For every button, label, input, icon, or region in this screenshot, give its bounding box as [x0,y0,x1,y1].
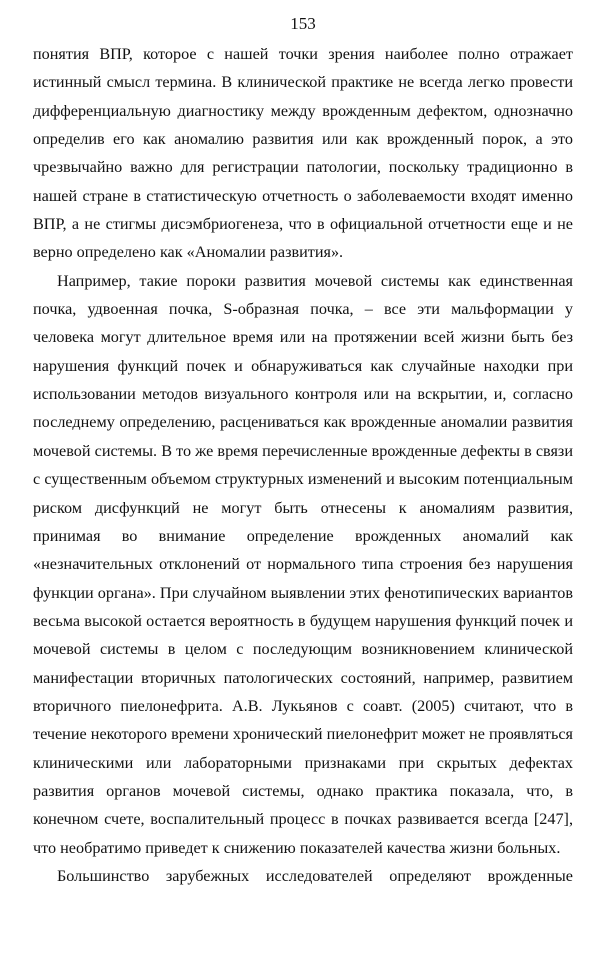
text-line: почка, удвоенная почка, S-образная почка, – все эти мальформации у [33,300,573,319]
text-line: Большинство зарубежных исследователей определяют врожденные [57,866,573,885]
body-text [33,40,573,890]
text-line: последнему определению, расцениваться как врожденные аномалии развития [33,413,573,432]
text-line: человека могут длительное время или на протяжении всей жизни быть без [33,328,573,347]
text-line: «незначительных отклонений от нормального типа строения без нарушения [33,555,573,574]
text-line: верно определено как «Аномалии развития». [33,243,344,262]
text-line: понятия ВПР, которое с нашей точки зрения наиболее полно отражает [33,45,573,63]
text-line: конечном счете, воспалительный процесс в почках развивается всегда [247], [33,810,573,829]
text-line: мочевой системы. В то же время перечисленные врожденные дефекты в связи [33,441,573,460]
text-line: использовании методов визуального контроля или на вскрытии, и, согласно [33,385,573,404]
text-line: клиническими или лабораторными признаками при скрытых дефектах [33,753,573,772]
text-line: нарушения функций почек и обнаруживаться как случайные находки при [33,356,573,375]
text-line: риском дисфункций не могут быть отнесены к аномалиям развития, [33,498,573,517]
text-line: функции органа». При случайном выявлении этих фенотипических вариантов [33,583,573,602]
text-line: принимая во внимание определение врожденных аномалий как [33,526,573,545]
text-line: с существенным объемом структурных изменений и высоким потенциальным [33,470,573,489]
text-line: определив его как аномалию развития или как врожденный порок, а это [33,130,573,149]
text-line: развития органов мочевой системы, однако практика показала, что, в [33,781,573,800]
text-line: весьма высокой остается вероятность в будущем нарушения функций почек и [33,611,573,630]
text-line: манифестации вторичных патологических состояний, например, развитием [33,668,573,687]
text-line: мочевой системы в целом с последующим возникновением клинической [33,640,573,659]
text-line: Например, такие пороки развития мочевой системы как единственная [57,271,573,290]
text-line: ВПР, а не стигмы дисэмбриогенеза, что в официальной отчетности еще и не [33,215,573,234]
text-line: истинный смысл термина. В клинической практике не всегда легко провести [33,73,573,92]
text-line: течение некоторого времени хронический пиелонефрит может не проявляться [33,725,573,744]
text-line: нашей стране в статистическую отчетность о заболеваемости входят именно [33,186,573,205]
text-line: дифференциальную диагностику между врожденным дефектом, однозначно [33,101,573,120]
text-line: чрезвычайно важно для регистрации патологии, поскольку традиционно в [33,158,573,177]
page-number: 153 [290,14,316,33]
text-line: что необратимо приведет к снижению показателей качества жизни больных. [33,838,561,857]
text-line: вторичного пиелонефрита. А.В. Лукьянов с соавт. (2005) считают, что в [33,696,573,715]
